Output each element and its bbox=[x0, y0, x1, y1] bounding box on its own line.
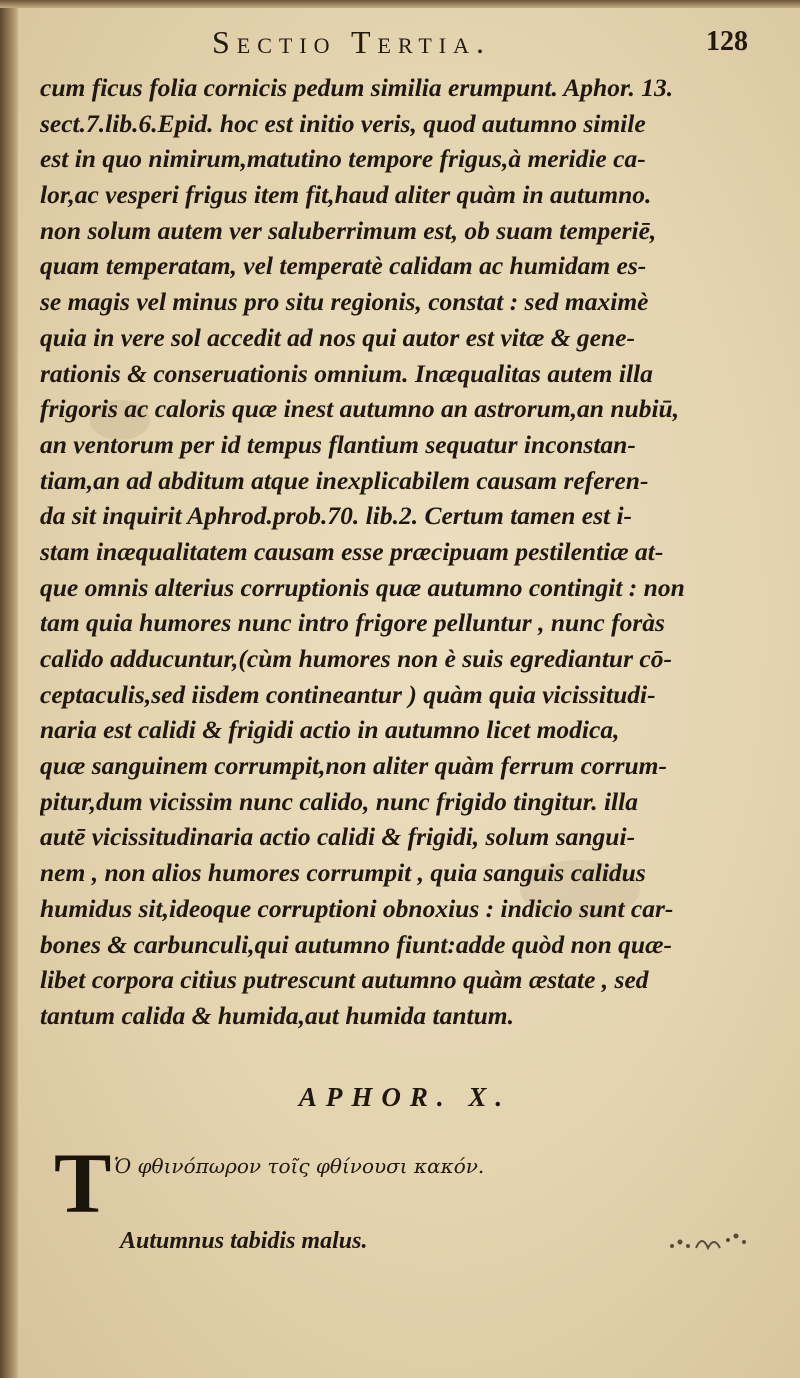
text-line: sect.7.lib.6.Epid. hoc est initio veris, quod autumno simile bbox=[40, 108, 646, 138]
text-line: se magis vel minus pro situ regionis, constat : sed maximè bbox=[40, 287, 649, 317]
page-number: 128 bbox=[706, 26, 748, 57]
text-line: bones & carbunculi,qui autumno fiunt:adde quòd non quæ- bbox=[40, 929, 672, 959]
text-line: humidus sit,ideoque corruptioni obnoxius : indicio sunt car- bbox=[40, 893, 674, 923]
text-line: da sit inquirit Aphrod.prob.70. lib.2. Certum tamen est i- bbox=[40, 501, 633, 531]
body-text bbox=[40, 70, 780, 1034]
printer-ornament-icon bbox=[662, 1226, 752, 1256]
text-line: tam quia humores nunc intro frigore pelluntur , nunc foràs bbox=[40, 608, 665, 638]
text-line: an ventorum per id tempus flantium sequatur inconstan- bbox=[40, 429, 636, 459]
latin-translation: Autumnus tabidis malus. bbox=[120, 1228, 368, 1254]
binding-gutter bbox=[0, 0, 18, 1378]
text-line: naria est calidi & frigidi actio in autumno licet modica, bbox=[40, 715, 620, 745]
aphorism-heading: APHOR. X. bbox=[298, 1082, 512, 1112]
text-line: tantum calida & humida,aut humida tantum. bbox=[40, 1000, 515, 1030]
text-line: non solum autem ver saluberrimum est, ob suam temperiē, bbox=[40, 215, 657, 245]
text-line: lor,ac vesperi frigus item fit,haud aliter quàm in autumno. bbox=[40, 180, 652, 210]
text-line: calido adducuntur,(cùm humores non è suis egrediantur cō- bbox=[40, 644, 672, 673]
text-line: autē vicissitudinaria actio calidi & frigidi, solum sangui- bbox=[40, 822, 636, 852]
text-line: pitur,dum vicissim nunc calido, nunc frigido tingitur. illa bbox=[40, 786, 638, 816]
text-line: ceptaculis,sed iisdem contineantur ) quàm quia vicissitudi- bbox=[40, 679, 656, 709]
text-line: quam temperatam, vel temperatè calidam ac humidam es- bbox=[40, 251, 647, 281]
text-line: frigoris ac caloris quæ inest autumno an astrorum,an nubiū, bbox=[40, 394, 680, 424]
text-line: quæ sanguinem corrumpit,non aliter quàm ferrum corrum- bbox=[40, 751, 668, 781]
greek-aphorism bbox=[54, 1135, 774, 1231]
running-head bbox=[0, 24, 800, 64]
text-line: est in quo nimirum,matutino tempore frigus,à meridie ca- bbox=[40, 144, 646, 174]
section-title: Sectio Tertia. bbox=[212, 24, 491, 60]
text-line: stam inæqualitatem causam esse præcipuam pestilentiæ at- bbox=[40, 536, 664, 566]
text-line: tiam,an ad abditum atque inexplicabilem causam referen- bbox=[40, 465, 649, 495]
text-line: que omnis alterius corruptionis quæ autumno contingit : non bbox=[40, 572, 685, 602]
text-line: rationis & conseruationis omnium. Inæqualitas autem illa bbox=[40, 358, 653, 388]
page-top-edge bbox=[0, 0, 800, 8]
text-line: nem , non alios humores corrumpit , quia sanguis calidus bbox=[40, 858, 646, 888]
text-line: cum ficus folia cornicis pedum similia erumpunt. Aphor. 13. bbox=[40, 73, 674, 102]
text-line: libet corpora citius putrescunt autumno quàm æstate , sed bbox=[40, 965, 649, 995]
greek-text: Ὁ φθινόπωρον τοῖς φθίνουσι κακόν. bbox=[114, 1154, 485, 1178]
drop-cap-initial: T bbox=[54, 1135, 112, 1231]
text-line: quia in vere sol accedit ad nos qui autor est vitæ & gene- bbox=[40, 322, 635, 352]
